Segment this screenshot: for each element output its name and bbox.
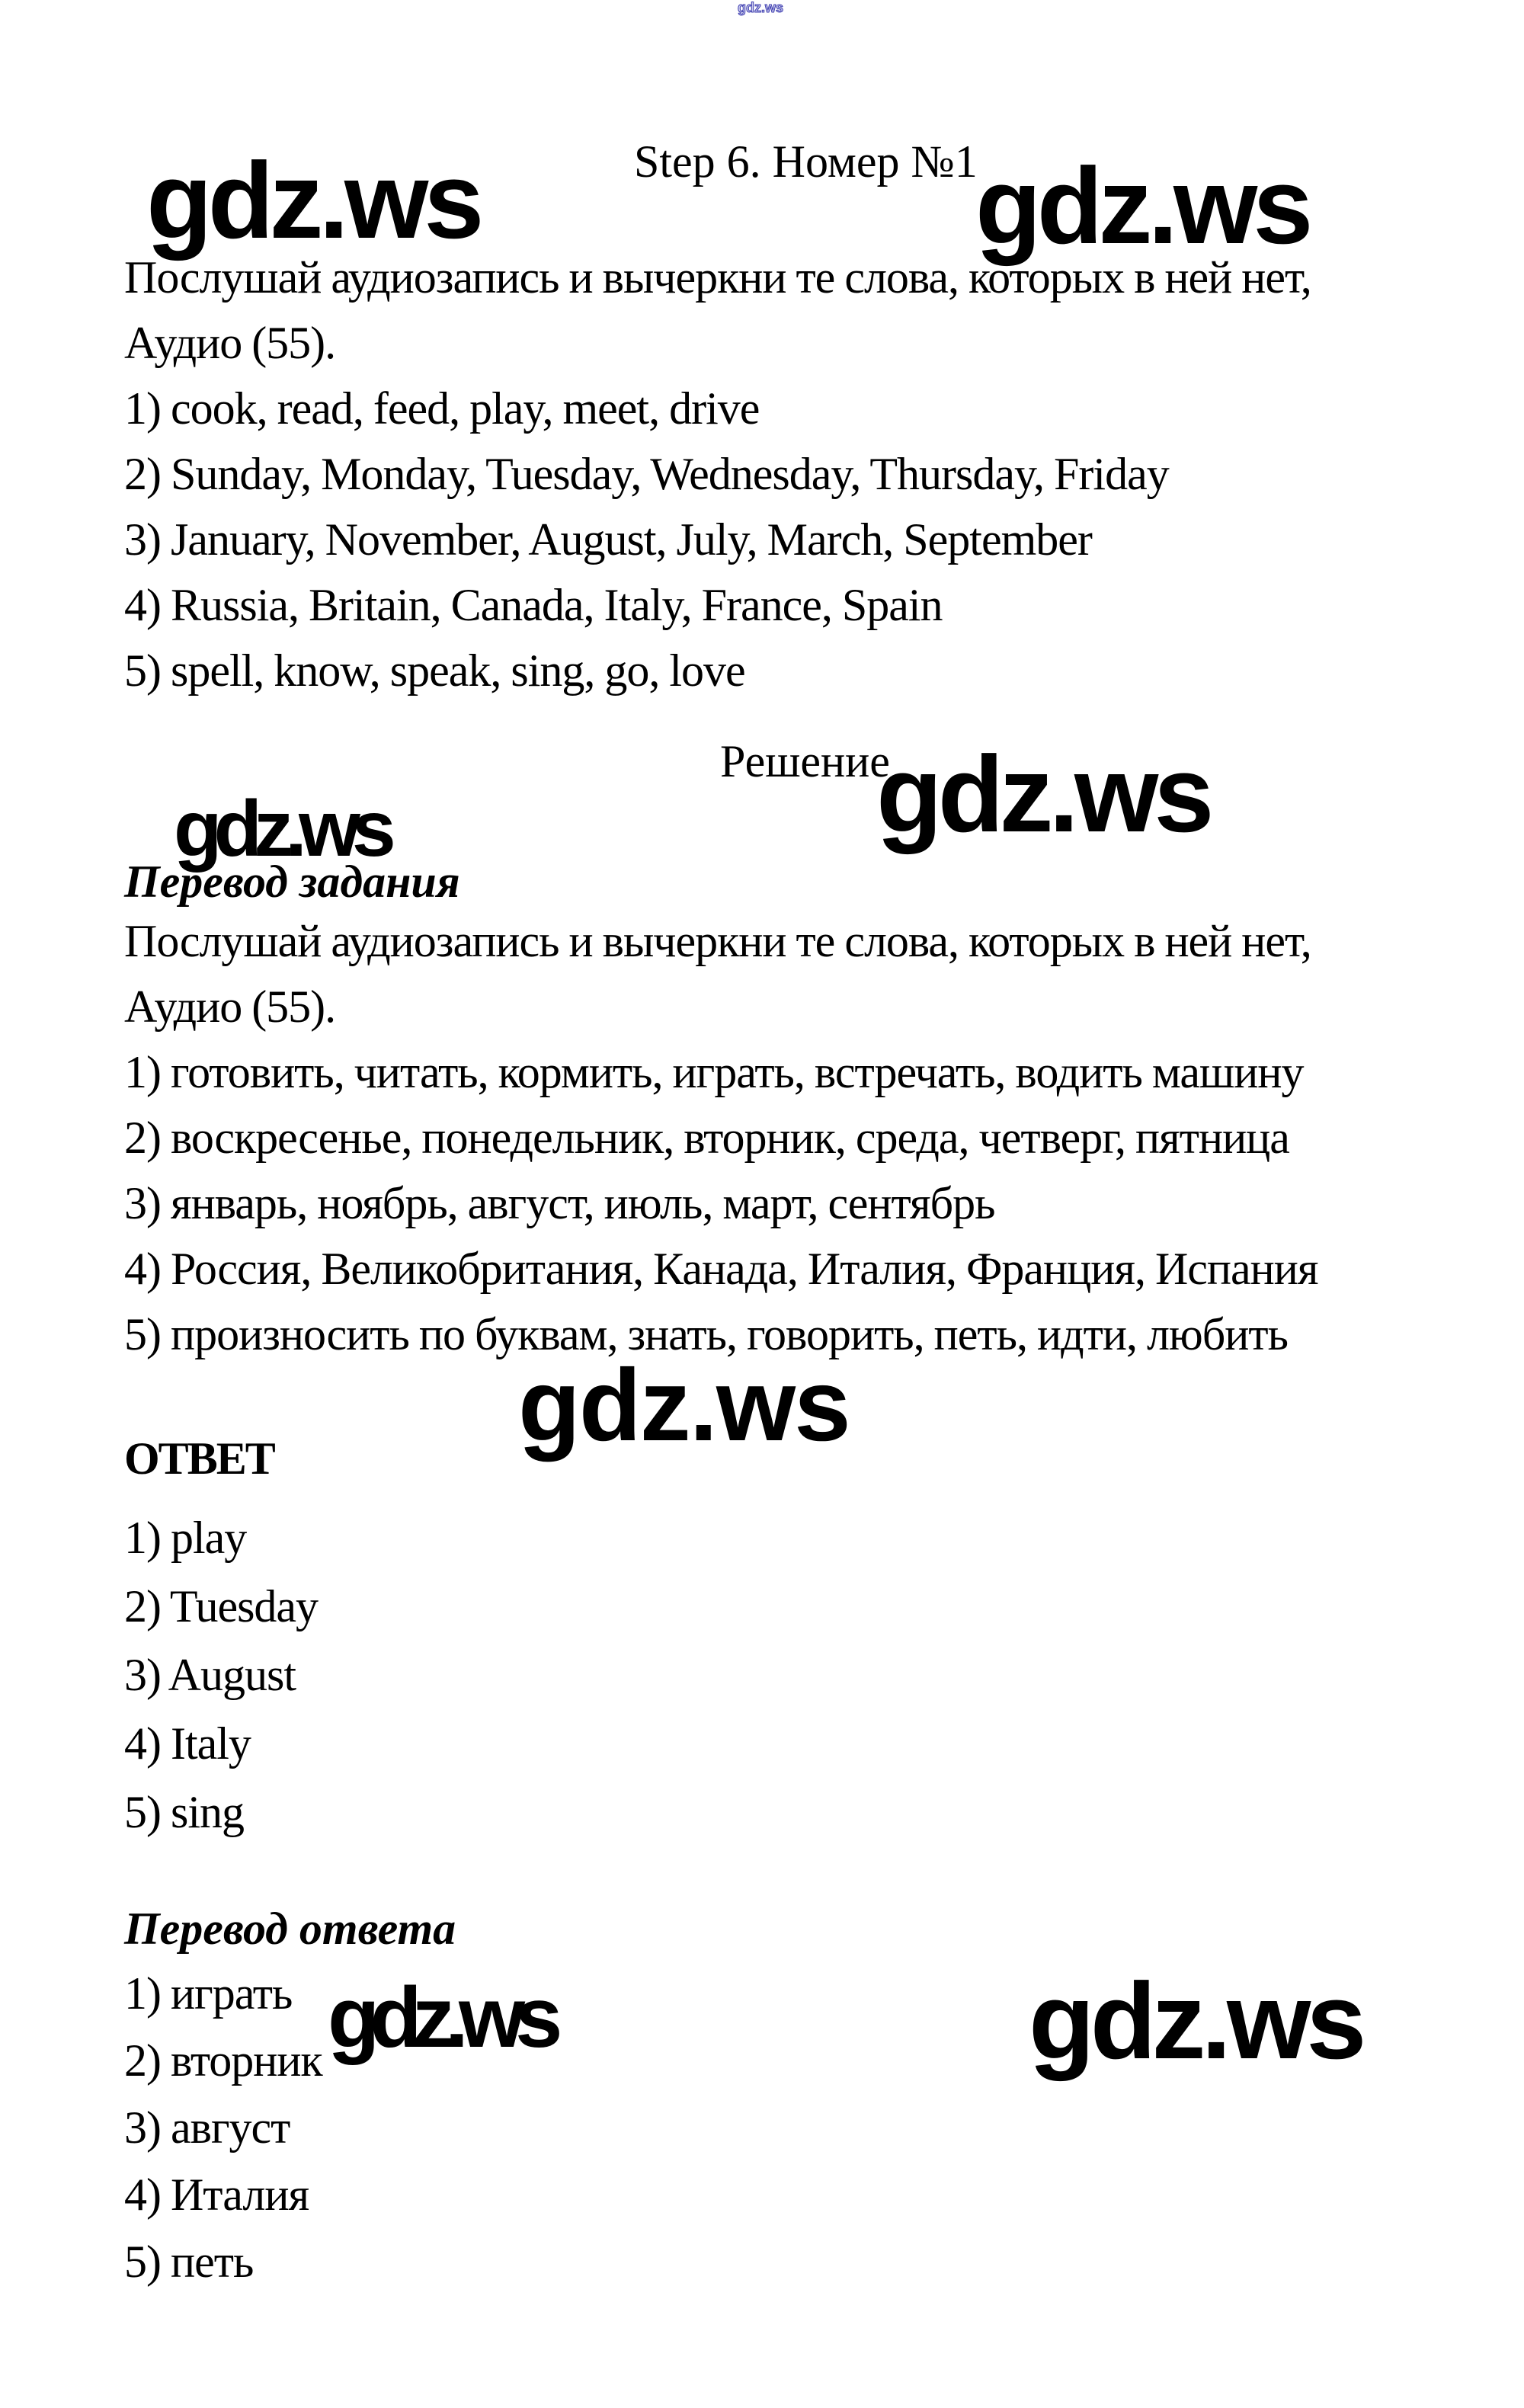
answer-translation-item: 4) Италия — [124, 2169, 309, 2220]
task-translation-item: 5) произносить по буквам, знать, говорить, петь, идти, любить — [124, 1309, 1288, 1359]
task-item: 1) cook, read, feed, play, meet, drive — [124, 383, 760, 434]
answer-translation-item: 2) вторник — [124, 2035, 322, 2086]
watermark-header-left: gdz.ws — [146, 140, 480, 261]
answer-item: 3) August — [124, 1650, 296, 1700]
watermark-header-right: gdz.ws — [975, 146, 1309, 267]
task-items — [124, 376, 1169, 703]
answer-item: 5) sing — [124, 1787, 244, 1837]
answer-translation-item: 3) август — [124, 2102, 290, 2153]
task-translation-item: 1) готовить, читать, кормить, играть, встречать, водить машину — [124, 1047, 1304, 1097]
watermark-answer-right: gdz.ws — [1029, 1961, 1362, 2082]
task-translation-item: 4) Россия, Великобритания, Канада, Италия, Франция, Испания — [124, 1244, 1318, 1294]
task-translation-header: Перевод задания — [124, 857, 460, 907]
page-title: Step 6. Номер №1 — [634, 136, 978, 187]
task-translation-item: 2) воскресенье, понедельник, вторник, среда, четверг, пятница — [124, 1113, 1289, 1163]
solution-header: Решение — [720, 736, 890, 786]
watermark-center: gdz.ws — [518, 1349, 850, 1462]
answer-translation-header: Перевод ответа — [124, 1904, 456, 1954]
answer-item: 1) play — [124, 1513, 247, 1563]
watermark-top-tiny: gdz.ws — [738, 0, 784, 15]
task-translation-item: 3) январь, ноябрь, август, июль, март, сентябрь — [124, 1178, 995, 1228]
task-translation-intro — [124, 908, 1311, 1039]
answer-translation-item: 5) петь — [124, 2237, 254, 2287]
task-intro-line: Послушай аудиозапись и вычеркни те слова, которых в ней нет, — [124, 252, 1311, 303]
answer-header: ОТВЕТ — [124, 1433, 274, 1484]
watermark-answer-left: gdz.ws — [328, 1970, 553, 2065]
answer-translation-item: 1) играть — [124, 1968, 293, 2019]
answer-list — [124, 1503, 318, 1846]
task-translation-intro-line: Аудио (55). — [124, 981, 336, 1032]
watermark-solution-left: gdz.ws — [174, 785, 388, 873]
task-item: 4) Russia, Britain, Canada, Italy, France, Spain — [124, 580, 943, 630]
watermark-solution-right: gdz.ws — [876, 734, 1210, 855]
task-translation-items — [124, 1039, 1317, 1367]
task-intro-line: Аудио (55). — [124, 318, 336, 368]
answer-item: 2) Tuesday — [124, 1581, 319, 1631]
task-item: 5) spell, know, speak, sing, go, love — [124, 645, 745, 696]
answer-item: 4) Italy — [124, 1718, 251, 1769]
task-item: 3) January, November, August, July, March, September — [124, 514, 1092, 565]
answer-translation-list — [124, 1960, 322, 2295]
task-item: 2) Sunday, Monday, Tuesday, Wednesday, Thursday, Friday — [124, 449, 1169, 499]
task-section — [124, 245, 1311, 376]
task-translation-intro-line: Послушай аудиозапись и вычеркни те слова, которых в ней нет, — [124, 916, 1311, 966]
